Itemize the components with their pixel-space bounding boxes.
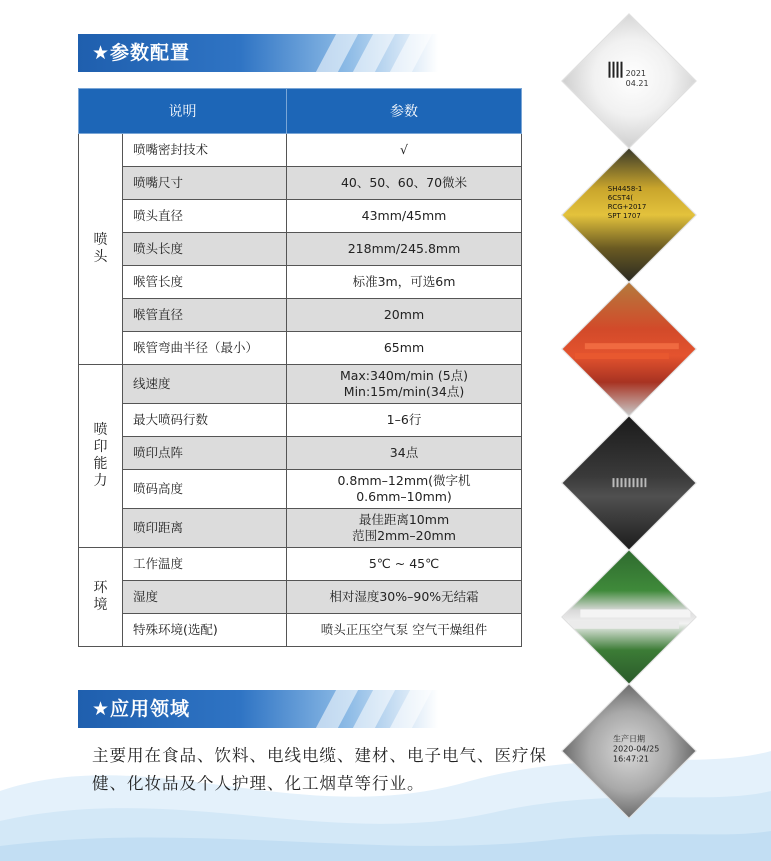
table-row bbox=[79, 200, 522, 233]
table-row bbox=[79, 266, 522, 299]
row-value: Max:340m/min (5点) Min:15m/min(34点) bbox=[287, 365, 522, 404]
row-name: 喷嘴密封技术 bbox=[123, 134, 287, 167]
row-value: 20mm bbox=[287, 299, 522, 332]
row-name: 喷嘴尺寸 bbox=[123, 167, 287, 200]
row-name: 喉管长度 bbox=[123, 266, 287, 299]
application-banner bbox=[78, 690, 438, 728]
row-value: 218mm/245.8mm bbox=[287, 233, 522, 266]
row-value: 65mm bbox=[287, 332, 522, 365]
photo-tube-components bbox=[561, 549, 697, 685]
row-name: 喷码高度 bbox=[123, 470, 287, 509]
row-name: 喉管弯曲半径（最小） bbox=[123, 332, 287, 365]
params-banner bbox=[78, 34, 438, 72]
row-name: 特殊环境(选配) bbox=[123, 614, 287, 647]
photo-cap-print bbox=[561, 13, 697, 149]
row-value: 0.8mm–12mm(微字机 0.6mm–10mm) bbox=[287, 470, 522, 509]
table-row bbox=[79, 404, 522, 437]
table-row bbox=[79, 509, 522, 548]
row-value: 最佳距离10mm 范围2mm–20mm bbox=[287, 509, 522, 548]
photo-dark-material bbox=[561, 415, 697, 551]
table-row bbox=[79, 437, 522, 470]
photo-transformer-labels bbox=[561, 147, 697, 283]
photo-transformer-text: SH4458-1 6CST4( RCG+2017 SPT 1707 bbox=[607, 185, 647, 221]
table-row bbox=[79, 233, 522, 266]
row-name: 喉管直径 bbox=[123, 299, 287, 332]
row-value: 标准3m，可选6m bbox=[287, 266, 522, 299]
table-row bbox=[79, 299, 522, 332]
params-title: ★参数配置 bbox=[92, 42, 191, 64]
row-name: 喷印点阵 bbox=[123, 437, 287, 470]
header-description: 说明 bbox=[79, 89, 287, 134]
row-name: 湿度 bbox=[123, 581, 287, 614]
application-text: 主要用在食品、饮料、电线电缆、建材、电子电气、医疗保健、化妆品及个人护理、化工烟草等行业。 bbox=[92, 746, 547, 793]
header-parameter: 参数 bbox=[287, 89, 522, 134]
table-row bbox=[79, 167, 522, 200]
row-name: 喷头直径 bbox=[123, 200, 287, 233]
table-row bbox=[79, 581, 522, 614]
row-value: √ bbox=[287, 134, 522, 167]
row-name: 喷头长度 bbox=[123, 233, 287, 266]
row-name: 喷印距离 bbox=[123, 509, 287, 548]
table-row bbox=[79, 134, 522, 167]
row-value: 1–6行 bbox=[287, 404, 522, 437]
table-row bbox=[79, 614, 522, 647]
row-value: 喷头正压空气泵 空气干燥组件 bbox=[287, 614, 522, 647]
row-value: 34点 bbox=[287, 437, 522, 470]
spec-table bbox=[78, 88, 522, 647]
row-value: 5℃ ~ 45℃ bbox=[287, 548, 522, 581]
table-row bbox=[79, 365, 522, 404]
spec-table-body bbox=[79, 134, 522, 647]
table-row bbox=[79, 548, 522, 581]
row-value: 43mm/45mm bbox=[287, 200, 522, 233]
application-title: ★应用领域 bbox=[92, 698, 191, 720]
category-cell: 喷 头 bbox=[79, 134, 123, 365]
photo-metal-date-text: 生产日期 2020-04/25 16:47:21 bbox=[613, 734, 660, 764]
photo-cable-bundle bbox=[561, 281, 697, 417]
row-name: 工作温度 bbox=[123, 548, 287, 581]
row-value: 相对湿度30%–90%无结霜 bbox=[287, 581, 522, 614]
row-name: 线速度 bbox=[123, 365, 287, 404]
photo-cap-print-text: 2021 04.21 bbox=[625, 69, 649, 89]
row-value: 40、50、60、70微米 bbox=[287, 167, 522, 200]
category-cell: 环 境 bbox=[79, 548, 123, 647]
row-name: 最大喷码行数 bbox=[123, 404, 287, 437]
category-cell: 喷 印 能 力 bbox=[79, 365, 123, 548]
table-row bbox=[79, 332, 522, 365]
table-row bbox=[79, 470, 522, 509]
